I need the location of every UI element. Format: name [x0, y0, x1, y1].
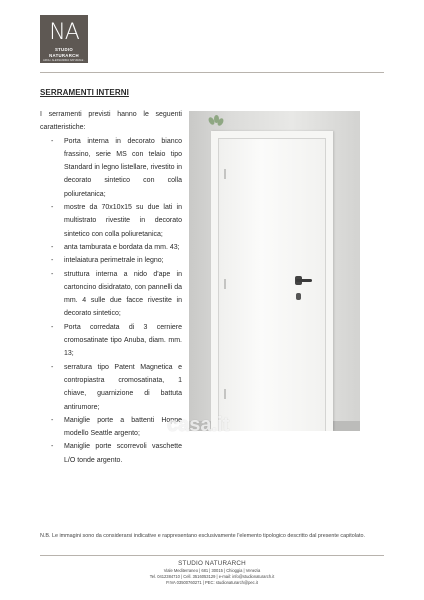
header-divider — [40, 72, 384, 73]
list-item: - anta tamburata e bordata da mm. 43; — [40, 241, 182, 254]
door-panel — [218, 138, 326, 431]
hinge-icon — [224, 279, 226, 289]
list-item: - struttura interna a nido d'ape in cartoncino disidratato, con pannelli da mm. 4 sulle due facce rivestite in decorato sintetico; — [40, 268, 182, 321]
section-title: SERRAMENTI INTERNI — [40, 88, 129, 97]
specs-intro: I serramenti previsti hanno le seguenti caratteristiche: — [40, 111, 182, 132]
footer-vat: P.IVA 03500760271 | PEC: studionaturarch@pec.it — [166, 580, 258, 585]
list-item: - intelaiatura perimetrale in legno; — [40, 254, 182, 267]
disclaimer-note: N.B. Le immagini sono da considerarsi indicative e rappresentano esclusivamente l'elemento tipologico descritto dal presente capitolato. — [40, 533, 365, 539]
door-frame — [211, 131, 333, 431]
watermark: casa.it — [167, 414, 230, 436]
specs-text — [40, 108, 182, 467]
footer-divider — [40, 555, 384, 556]
hinge-icon — [224, 169, 226, 179]
logo-mark: NA — [49, 20, 79, 45]
footer — [40, 559, 384, 586]
door-handle-icon — [296, 279, 312, 282]
footer-address: Viale Mediterraneo | 681 | 30015 | Chioggia | Venezia — [163, 568, 261, 573]
footer-contacts: Tel. 0412384710 | Cell. 3516053129 | e-mail: info@studionaturarch.it — [149, 574, 275, 579]
list-item: - Maniglie porte scorrevoli vaschette L/O tonde argento. — [40, 440, 182, 467]
list-item: - Porta corredata di 3 cerniere cromosatinate tipo Anuba, diam. mm. 13; — [40, 321, 182, 361]
specs-list — [40, 135, 182, 467]
footer-studio-name: STUDIO NATURARCH — [178, 560, 246, 567]
studio-logo — [40, 15, 88, 66]
hinge-icon — [224, 389, 226, 399]
plant-decoration — [209, 115, 223, 127]
list-item: - Porta interna in decorato bianco frassino, serie MS con telaio tipo Standard in legno listellare, rivestito in decorato sintetico con colla poliuretanica; — [40, 135, 182, 201]
logo-name: STUDIO NATURARCH — [49, 47, 79, 58]
logo-tagline: ARCH. ALESSANDRA NATURALE · INTERIOR — [43, 59, 85, 66]
list-item: - serratura tipo Patent Magnetica e contropiastra cromosatinata, 1 chiave, guarnizione di battuta antirumore; — [40, 361, 182, 414]
keyhole-icon — [296, 293, 301, 300]
list-item: - mostre da 70x10x15 su due lati in multistrato rivestite in decorato sintetico con colla poliuretanica; — [40, 201, 182, 241]
door-photo — [189, 111, 360, 431]
list-item: - Maniglie porte a battenti Hoppe modello Seattle argento; — [40, 414, 182, 441]
